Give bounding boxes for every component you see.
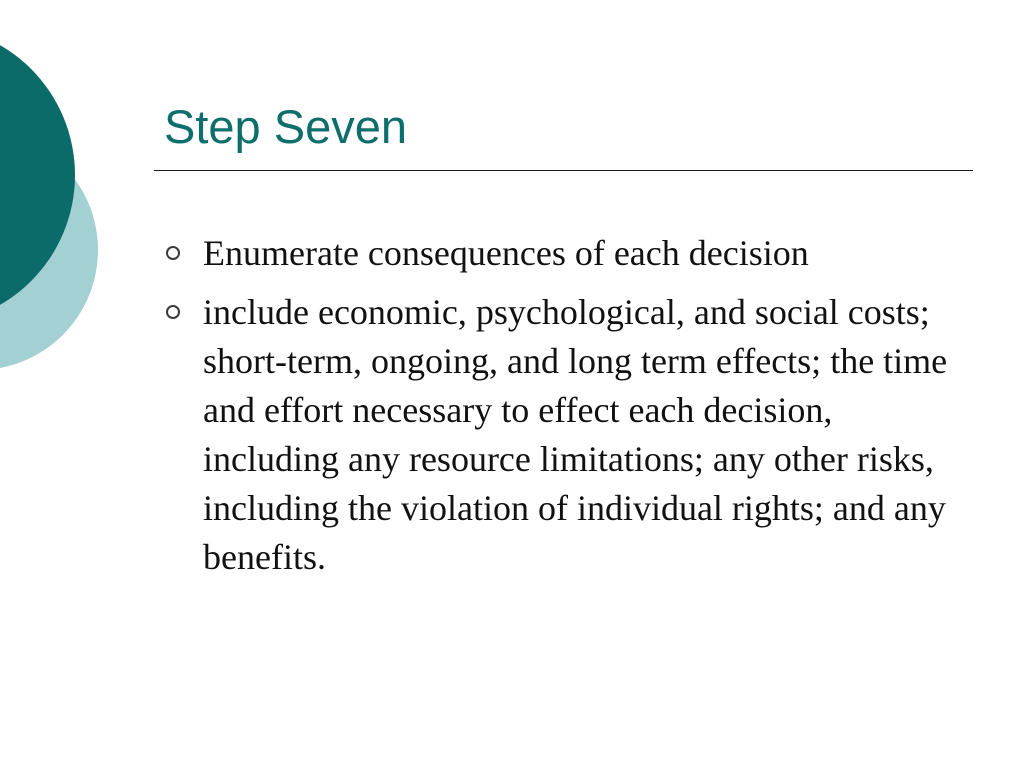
hollow-circle-icon xyxy=(166,246,180,260)
title-underline xyxy=(154,170,973,171)
bullet-text: include economic, psychological, and social costs; short-term, ongoing, and long term effects; the time and effort necessary to effect each decision, including any resource limitations; any other risks, including the violation of individual rights; and any benefits. xyxy=(203,292,948,577)
decorative-circles xyxy=(0,0,110,420)
bullet-item xyxy=(164,288,964,582)
slide-title: Step Seven xyxy=(164,100,408,153)
bullet-text: Enumerate consequences of each decision xyxy=(203,233,809,273)
hollow-circle-icon xyxy=(166,305,180,319)
bullet-item xyxy=(164,229,964,278)
bullet-list xyxy=(164,229,964,592)
